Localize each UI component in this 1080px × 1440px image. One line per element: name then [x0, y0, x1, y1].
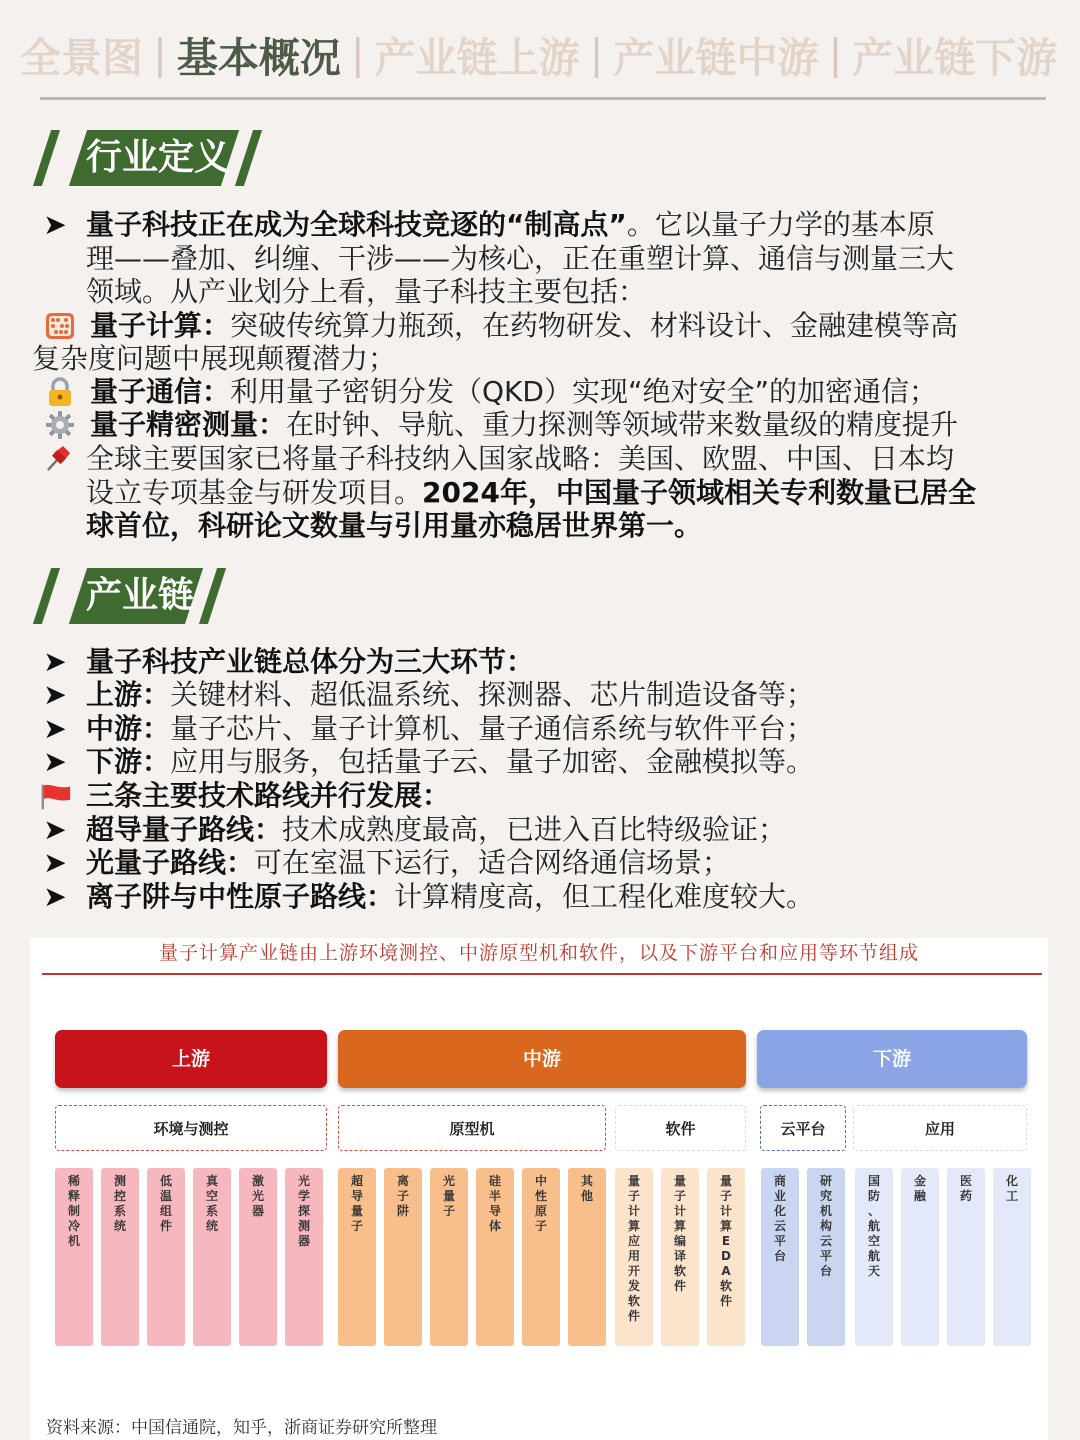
arrow-bullet-icon: ➤ [43, 880, 67, 913]
routes-heading: 三条主要技术路线并行发展： [86, 779, 451, 812]
chain-column: 其 他 [568, 1168, 606, 1346]
arrow-bullet-icon: ➤ [43, 813, 67, 846]
section-heading-chain [38, 568, 218, 624]
figure-source: 资料来源：中国信通院，知乎，浙商证券研究所整理 [46, 1418, 437, 1438]
quantum-computing-line: 量子计算：突破传统算力瓶颈，在药物研发、材料设计、金融建模等高 [90, 309, 959, 342]
arrow-bullet-icon: ➤ [43, 678, 67, 711]
nav-separator: | [153, 30, 167, 78]
chain-column: 激 光 器 [239, 1168, 277, 1346]
nav-divider [40, 97, 1046, 100]
chain-column: 光 学 探 测 器 [285, 1168, 323, 1346]
arrow-bullet-icon: ➤ [43, 846, 67, 879]
category-prototype: 原型机 [338, 1105, 606, 1151]
section-title: 行业定义 [86, 137, 231, 178]
chain-column: 量 子 计 算 应 用 开 发 软 件 [615, 1168, 653, 1346]
section-heading-definition [38, 130, 258, 186]
nav-tab-basics[interactable]: 基本概况 [176, 33, 341, 82]
category-cloud: 云平台 [760, 1105, 846, 1151]
category-application: 应用 [853, 1105, 1027, 1151]
chain-column: 量 子 计 算 E D A 软 件 [707, 1168, 745, 1346]
chain-column: 商 业 化 云 平 台 [761, 1168, 799, 1346]
chain-column: 超 导 量 子 [338, 1168, 376, 1346]
stage-midstream: 中游 [338, 1030, 746, 1088]
quantum-measurement-line: 量子精密测量：在时钟、导航、重力探测等领域带来数量级的精度提升 [90, 408, 959, 441]
figure-title-rule [42, 973, 1042, 975]
nav-tab-downstream[interactable]: 产业链下游 [852, 33, 1058, 82]
figure-title: 量子计算产业链由上游环境测控、中游原型机和软件，以及下游平台和应用等环节组成 [158, 942, 919, 964]
chain-upstream: 上游：关键材料、超低温系统、探测器、芯片制造设备等； [86, 678, 815, 711]
pushpin-icon [42, 442, 74, 474]
chain-column: 离 子 阱 [384, 1168, 422, 1346]
quantum-communication-line: 量子通信：利用量子密钥分发（QKD）实现“绝对安全”的加密通信； [90, 375, 937, 408]
industry-chain-figure [30, 938, 1048, 1440]
nav-tab-upstream[interactable]: 产业链上游 [374, 33, 580, 82]
quantum-computing-line-2: 复杂度问题中展现颠覆潜力； [32, 342, 397, 375]
stage-downstream: 下游 [757, 1030, 1027, 1088]
chain-midstream: 中游：量子芯片、量子计算机、量子通信系统与软件平台； [86, 712, 815, 745]
strategy-line-2: 设立专项基金与研发项目。2024年，中国量子领域相关专利数量已居全 [86, 476, 976, 509]
route-photonic: 光量子路线：可在室温下运行，适合网络通信场景； [86, 846, 731, 879]
chain-column: 硅 半 导 体 [476, 1168, 514, 1346]
category-software: 软件 [615, 1105, 746, 1151]
nav-separator: | [828, 30, 843, 78]
chain-column: 国 防 、 航 空 航 天 [855, 1168, 893, 1346]
stage-upstream: 上游 [55, 1030, 327, 1088]
chain-downstream: 下游：应用与服务，包括量子云、量子加密、金融模拟等。 [86, 745, 815, 778]
definition-line-2: 理——叠加、纠缠、干涉——为核心，正在重塑计算、通信与测量三大 [86, 242, 955, 275]
chain-column: 化 工 [993, 1168, 1031, 1346]
chain-column: 测 控 系 统 [101, 1168, 139, 1346]
heading-stripe [235, 130, 262, 186]
route-superconducting: 超导量子路线：技术成熟度最高，已进入百比特级验证； [86, 813, 787, 846]
nav-tab-midstream[interactable]: 产业链中游 [613, 33, 819, 82]
chain-column: 研 究 机 构 云 平 台 [807, 1168, 845, 1346]
heading-stripe [199, 568, 226, 624]
nav-separator: | [589, 30, 604, 78]
lock-icon [44, 376, 76, 408]
route-ion-trap: 离子阱与中性原子路线：计算精度高，但工程化难度较大。 [86, 880, 815, 913]
chain-column: 医 药 [947, 1168, 985, 1346]
arrow-bullet-icon: ➤ [43, 645, 67, 678]
chain-column: 稀 释 制 冷 机 [55, 1168, 93, 1346]
chain-column: 中 性 原 子 [522, 1168, 560, 1346]
arrow-bullet-icon: ➤ [43, 208, 67, 241]
arrow-bullet-icon: ➤ [43, 712, 67, 745]
definition-line-1: 量子科技正在成为全球科技竞逐的“制高点”。它以量子力学的基本原 [86, 208, 935, 241]
chain-column: 真 空 系 统 [193, 1168, 231, 1346]
gear-icon [44, 409, 76, 441]
chain-column: 光 量 子 [430, 1168, 468, 1346]
nav-tab-overview[interactable]: 全景图 [20, 33, 143, 82]
red-flag-icon [40, 780, 72, 812]
abacus-icon [44, 310, 76, 342]
chain-column: 金 融 [901, 1168, 939, 1346]
heading-stripe [33, 130, 60, 186]
strategy-line-3: 球首位，科研论文数量与引用量亦稳居世界第一。 [86, 509, 703, 542]
section-title: 产业链 [86, 575, 195, 616]
arrow-bullet-icon: ➤ [43, 745, 67, 778]
chain-column: 量 子 计 算 编 译 软 件 [661, 1168, 699, 1346]
chain-overview: 量子科技产业链总体分为三大环节： [86, 645, 535, 678]
heading-stripe [33, 568, 60, 624]
definition-line-3: 领域。从产业划分上看，量子科技主要包括： [86, 275, 647, 308]
chain-column: 低 温 组 件 [147, 1168, 185, 1346]
top-nav [20, 22, 1060, 86]
strategy-line-1: 全球主要国家已将量子科技纳入国家战略：美国、欧盟、中国、日本均 [86, 442, 955, 475]
nav-separator: | [350, 30, 365, 78]
category-environment: 环境与测控 [55, 1105, 327, 1151]
